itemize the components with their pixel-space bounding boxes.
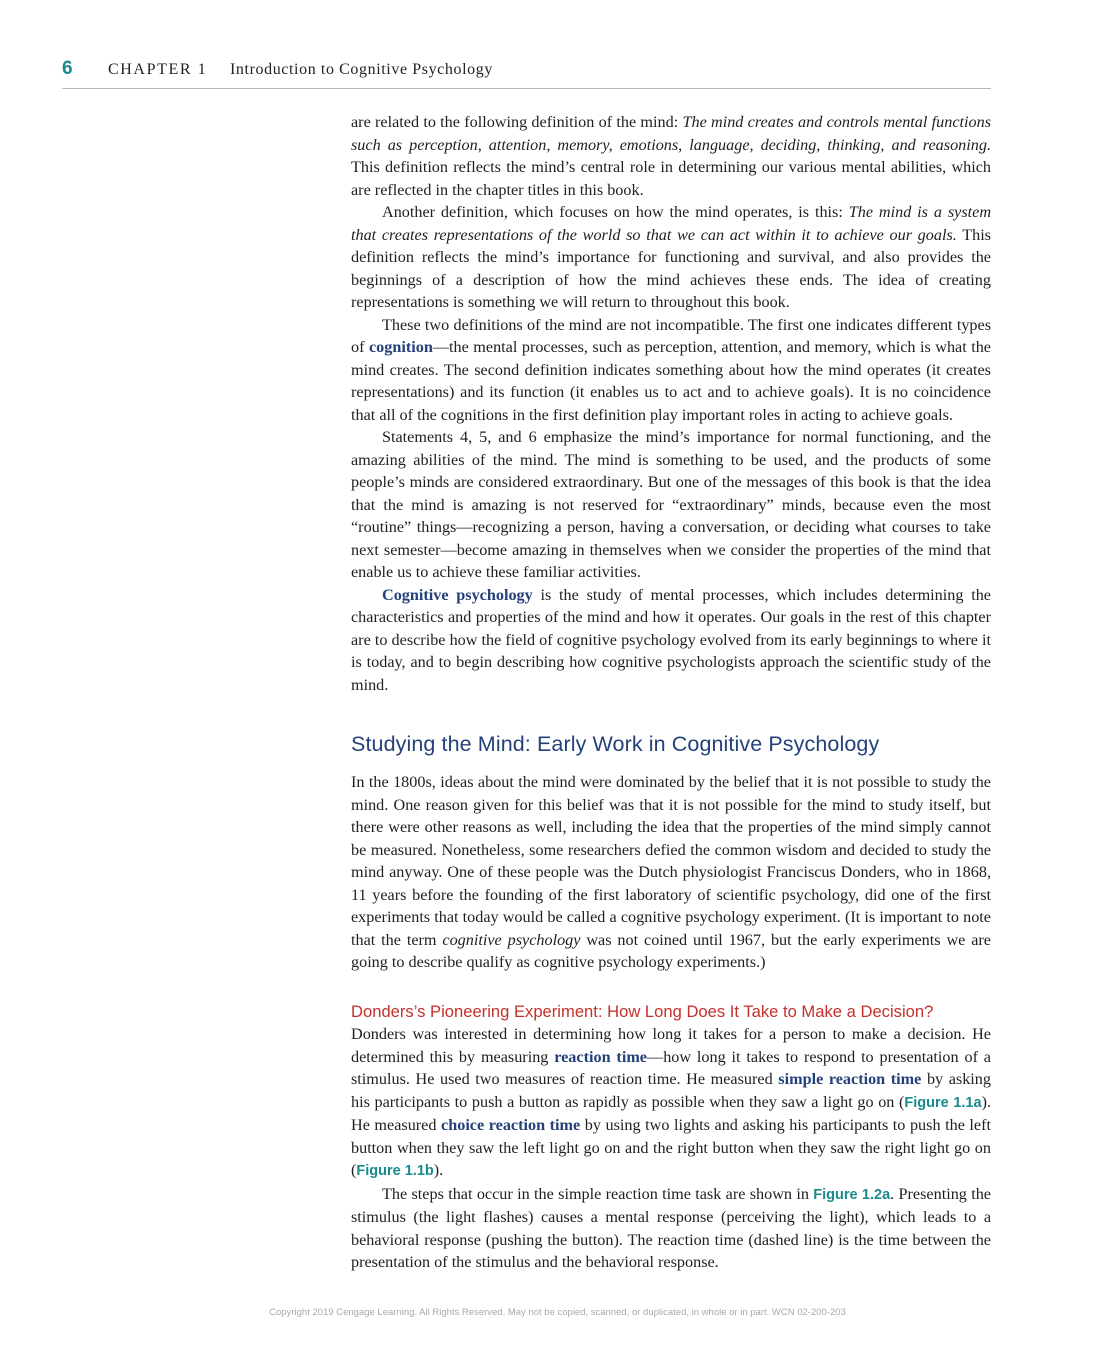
text-run: —the mental processes, such as perception, attention, and memory, which is what the mind creates. The second definition indicates something about how the mind operates (it creates representations) and its function (it enables us to act and to achieve goals). It is no coincidence that all of the cognitions in the first definition play important roles in acting to achieve goals. xyxy=(351,338,991,424)
key-term-choice-reaction-time: choice reaction time xyxy=(441,1116,581,1134)
chapter-title: Introduction to Cognitive Psychology xyxy=(230,61,493,78)
figure-ref-1-2a[interactable]: Figure 1.2a xyxy=(813,1186,891,1203)
paragraph-simple-reaction-steps xyxy=(351,1183,991,1274)
paragraph-mind-definition-2 xyxy=(351,201,991,314)
text-run: Donders was interested in determining how long it takes for a person to make a decision. He determined this by measuring xyxy=(351,1025,991,1066)
text-run: is the study of mental processes, which includes determining the characteristics and properties of the mind and how it operates. Our goals in the rest of this chapter are to describe how the field of cognitive psychology evolved from its early beginnings to where it is today, and to begin describing how cognitive psychologists approach the scientific study of the mind. xyxy=(351,585,991,694)
text-run: —how long it takes to respond to presentation of a stimulus. He used two measures of reaction time. He measured xyxy=(351,1047,991,1088)
text-run: ). xyxy=(433,1161,444,1179)
text-run: This definition reflects the mind’s central role in determining our various mental abilities, which are reflected in the chapter titles in this book. xyxy=(351,158,991,199)
text-run: The steps that occur in the simple reaction time task are shown in xyxy=(382,1184,814,1203)
paragraph-cognition xyxy=(351,314,991,427)
mind-definition-2-italic: The mind is a system that creates representations of the world so that we can act within it to achieve our goals. xyxy=(351,203,992,244)
key-term-reaction-time: reaction time xyxy=(554,1047,647,1066)
text-run: In the 1800s, ideas about the mind were dominated by the belief that it is not possible to study the mind. One reason given for this belief was that it is not possible for the mind to study itself, but there were other reasons as well, including the idea that the properties of the mind simply cannot be measured. Nonetheless, some researchers defied the common wisdom and decided to study the mind anyway. One of these people was the Dutch physiologist Franciscus Donders, who in 1868, 11 years before the founding of the first laboratory of scientific psychology, did one of the first experiments that today would be called a cognitive psychology experiment. (It is important to note that the term xyxy=(351,773,991,949)
subsection-heading: Donders’s Pioneering Experiment: How Long Does It Take to Make a Decision? xyxy=(351,1001,934,1021)
chapter-label: CHAPTER 1 xyxy=(108,61,208,78)
figure-ref-1-1b[interactable]: Figure 1.1b xyxy=(356,1163,434,1179)
running-header xyxy=(62,58,991,89)
key-term-cognitive-psychology: Cognitive psychology xyxy=(382,585,533,604)
paragraph-cognitive-psychology xyxy=(351,584,991,697)
body-text-column xyxy=(351,111,991,1274)
section-heading: Studying the Mind: Early Work in Cognitive Psychology xyxy=(351,732,880,756)
text-run: by asking his participants to push a button as rapidly as possible when they saw a light go on ( xyxy=(351,1070,991,1111)
figure-ref-1-1a[interactable]: Figure 1.1a xyxy=(904,1094,982,1111)
text-run: These two definitions of the mind are not incompatible. The first one indicates different types of xyxy=(351,315,991,356)
text-run: by using two lights and asking his participants to push the left button when they saw the left light go on and the right button when they saw the right light go on ( xyxy=(351,1116,992,1179)
paragraph-donders xyxy=(351,1023,991,1183)
text-run: are related to the following definition of the mind: xyxy=(351,113,683,131)
text-run: was not coined until 1967, but the early experiments we are going to describe qualify as cognitive psychology experiments.) xyxy=(351,930,991,971)
text-run: ). He measured xyxy=(351,1092,991,1134)
italic-cognitive-psychology: cognitive psychology xyxy=(442,930,581,949)
paragraph-mind-definition-1 xyxy=(351,111,991,201)
key-term-cognition: cognition xyxy=(368,338,433,356)
text-run: . Presenting the stimulus (the light flashes) causes a mental response (perceiving the light), which leads to a behavioral response (pushing the button). The reaction time (dashed line) is the time between the presentation of the stimulus and the behavioral response. xyxy=(351,1184,991,1271)
copyright-notice: Copyright 2019 Cengage Learning. All Rights Reserved. May not be copied, scanned, or duplicated, in whole or in part. WCN 02-200-203 xyxy=(269,1307,846,1318)
key-term-simple-reaction-time: simple reaction time xyxy=(778,1070,922,1088)
paragraph-early-work xyxy=(351,771,991,974)
paragraph-statements: Statements 4, 5, and 6 emphasize the mind’s importance for normal functioning, and the amazing abilities of the mind. The mind is something to be used, and the products of some people’s minds are considered extraordinary. But one of the messages of this book is that the idea that the mind is amazing is not reserved for “extraordinary” minds, because even the most “routine” things—recognizing a person, having a conversation, or deciding what courses to take next semester—become amazing in themselves when we consider the properties of the mind that enable us to achieve these familiar activities. xyxy=(351,428,991,581)
page-number: 6 xyxy=(62,58,73,79)
text-run: This definition reflects the mind’s importance for functioning and survival, and also provides the beginnings of a description of how the mind achieves these ends. The idea of creating representations is something we will return to throughout this book. xyxy=(351,225,991,311)
mind-definition-italic: The mind creates and controls mental functions such as perception, attention, memory, emotions, language, deciding, thinking, and reasoning. xyxy=(351,113,991,154)
text-run: Another definition, which focuses on how the mind operates, is this: xyxy=(382,203,849,221)
